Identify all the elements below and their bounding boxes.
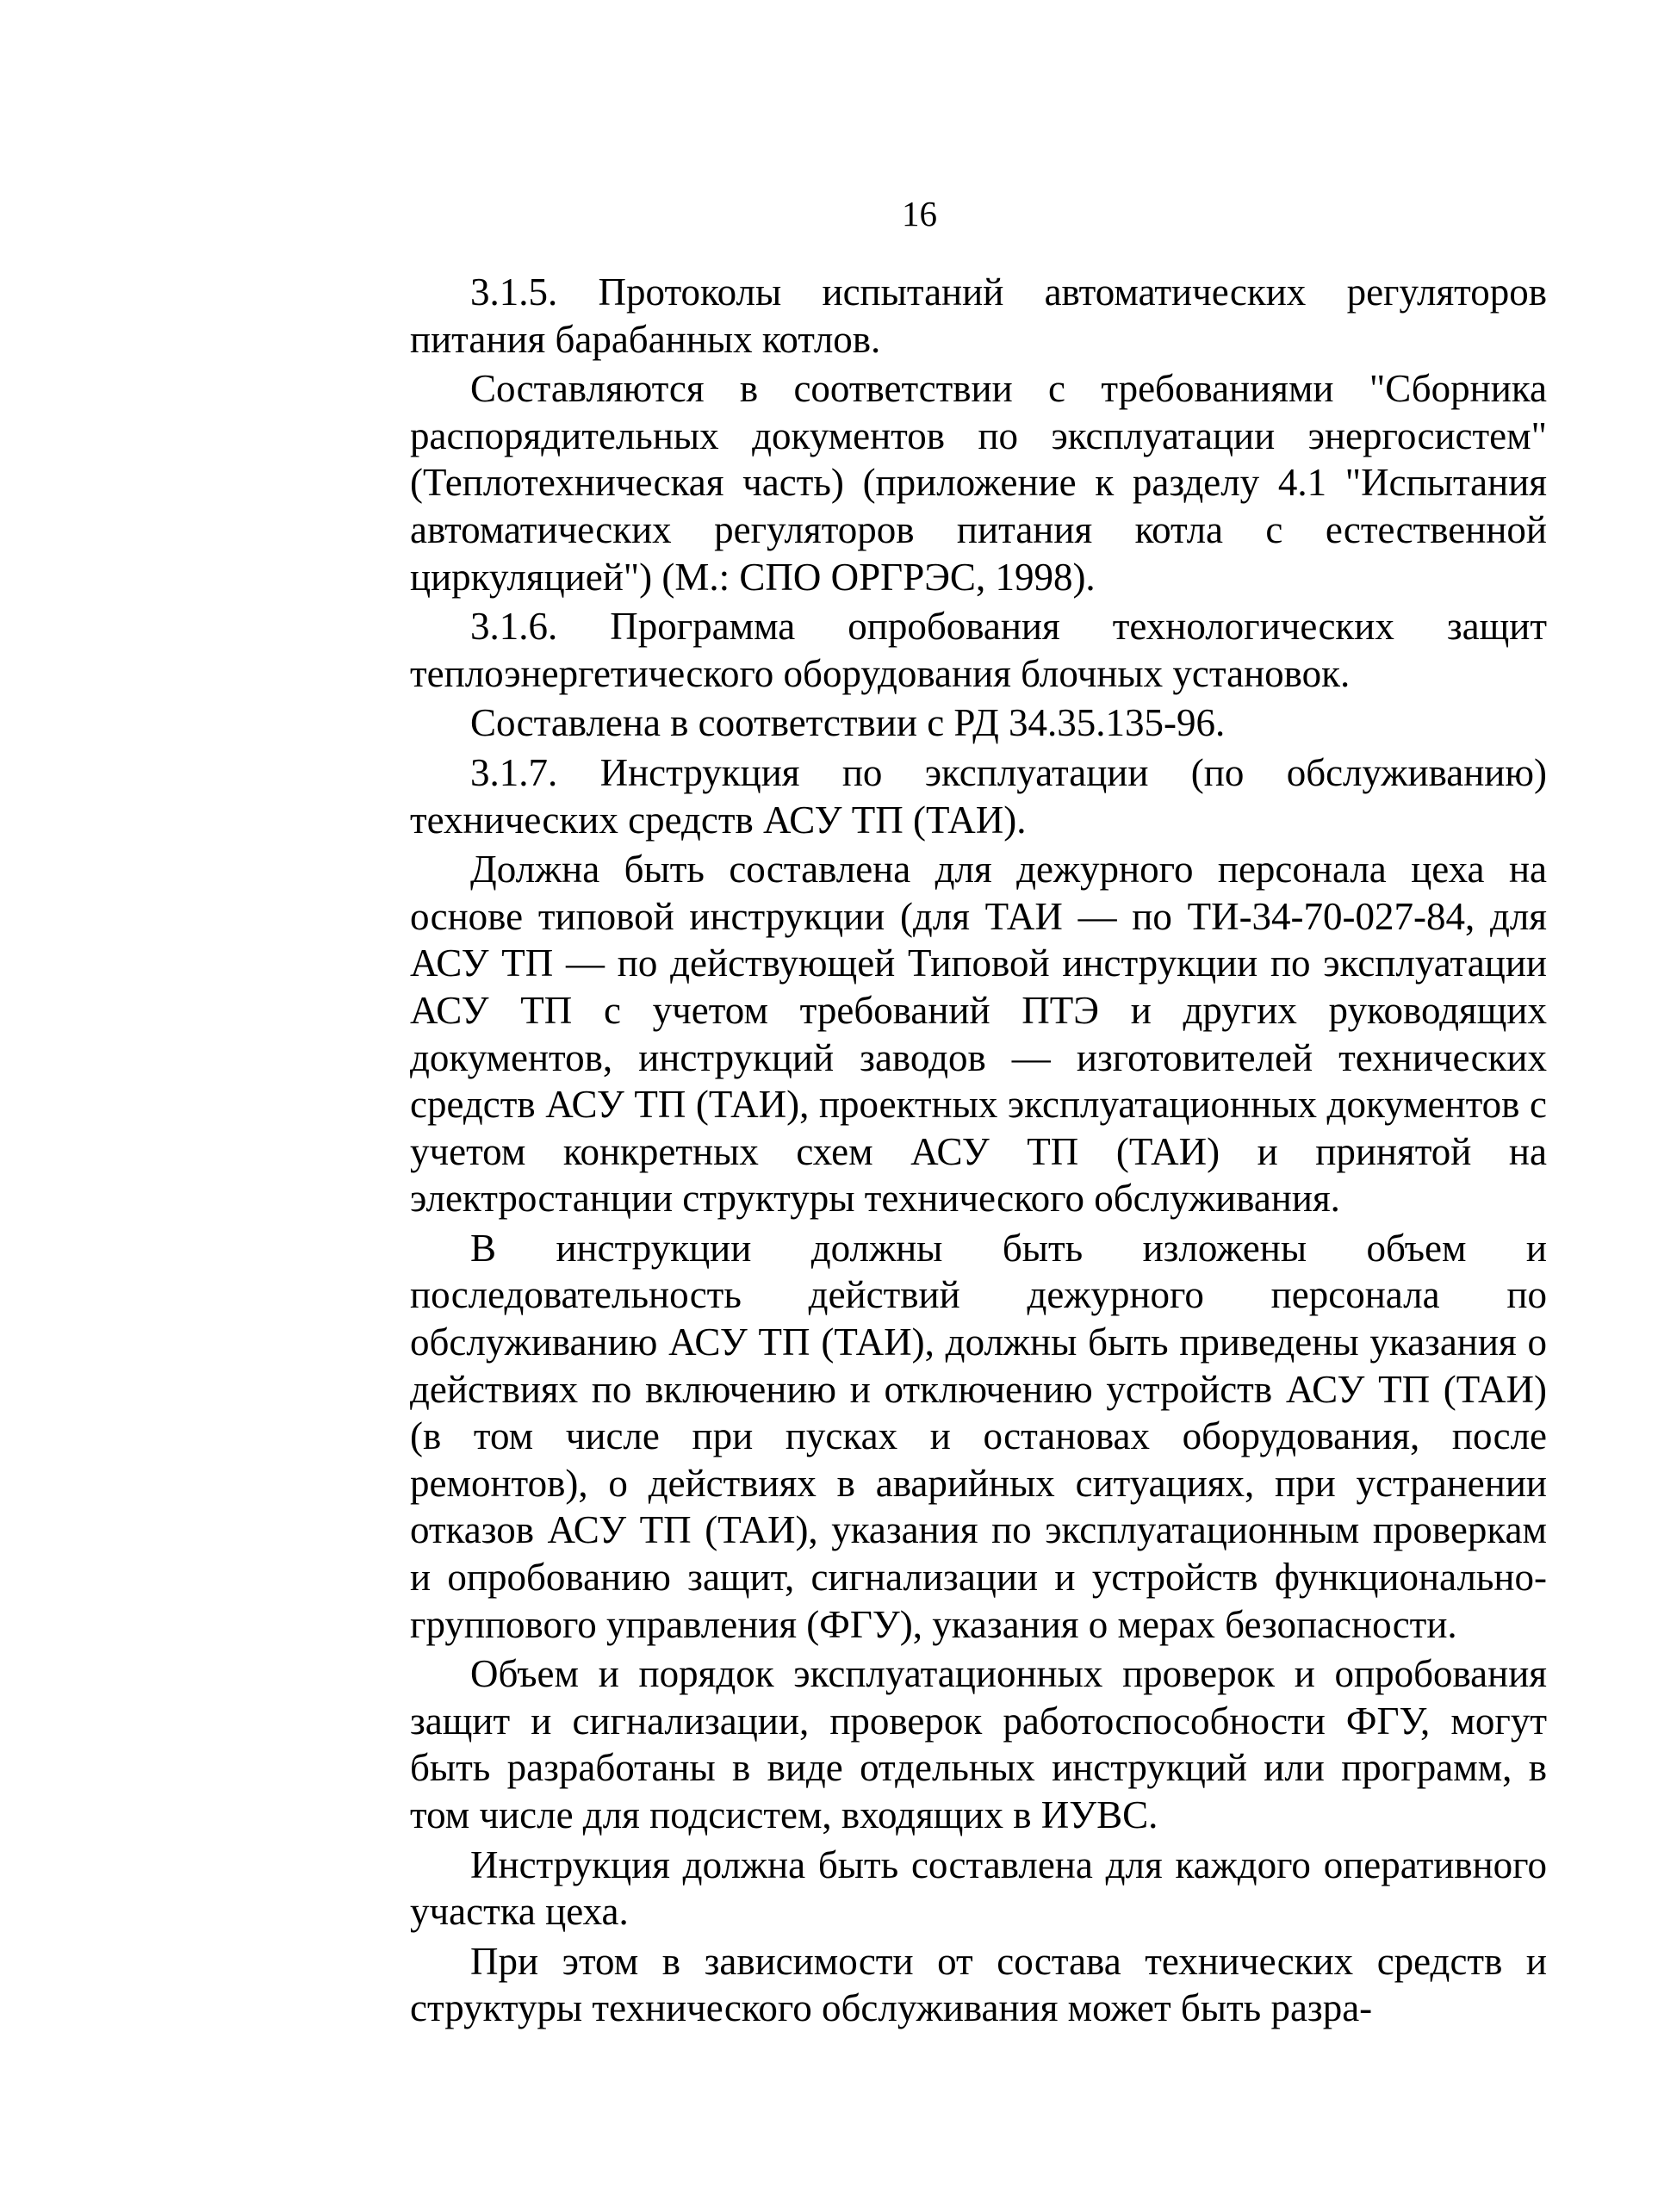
paragraph-3-1-7-body-1: Должна быть составлена для дежурного персонала цеха на основе типовой инструкции (для ТАИ — по ТИ-34-70-027-84, для АСУ ТП — по действующей Типовой инструкции по эксплуатации АСУ ТП с учетом требований ПТЭ и других руководящих документов, инструкций заводов — изготовителей технических средств АСУ ТП (ТАИ), проектных эксплуатационных документов с учетом конкретных схем АСУ ТП (ТАИ) и принятой на электростанции структуры технического обслуживания. — [410, 848, 1547, 1221]
body-text — [410, 269, 1547, 2035]
paragraph-3-1-7-body-2: В инструкции должны быть изложены объем и последовательность действий дежурного персонала по обслуживанию АСУ ТП (ТАИ), должны быть приведены указания о действиях по включению и отключению устройств АСУ ТП (ТАИ) (в том числе при пусках и остановах оборудования, после ремонтов), о действиях в аварийных ситуациях, при устранении отказов АСУ ТП (ТАИ), указания по эксплуатационным проверкам и опробованию защит, сигнализации и устройств функционально-группового управления (ФГУ), указания о мерах безопасности. — [410, 1226, 1547, 1646]
paragraph-3-1-5-body: Составляются в соответствии с требованиями "Сборника распорядительных документов по эксплуатации энергосистем" (Теплотехническая часть) (приложение к разделу 4.1 "Испытания автоматических регуляторов питания котла с естественной циркуляцией") (М.: СПО ОРГРЭС, 1998). — [410, 367, 1547, 599]
paragraph-3-1-7-heading: 3.1.7. Инструкция по эксплуатации (по обслуживанию) технических средств АСУ ТП (ТАИ). — [410, 750, 1547, 842]
paragraph-3-1-7-body-5: При этом в зависимости от состава технических средств и структуры технического обслуживания может быть разра- — [410, 1939, 1547, 2030]
paragraph-3-1-6-heading: 3.1.6. Программа опробования технологических защит теплоэнергетического оборудования блочных установок. — [410, 605, 1547, 695]
paragraph-3-1-7-body-3: Объем и порядок эксплуатационных проверок и опробования защит и сигнализации, проверок работоспособности ФГУ, могут быть разработаны в виде отдельных инструкций или программ, в том числе для подсистем, входящих в ИУВС. — [410, 1652, 1547, 1836]
paragraph-3-1-6-body: Составлена в соответствии с РД 34.35.135-96. — [470, 701, 1226, 745]
page-number: 16 — [902, 194, 937, 233]
paragraph-3-1-7-body-4: Инструкция должна быть составлена для каждого оперативного участка цеха. — [410, 1842, 1547, 1934]
paragraph-3-1-5-heading: 3.1.5. Протоколы испытаний автоматических регуляторов питания барабанных котлов. — [410, 270, 1547, 361]
